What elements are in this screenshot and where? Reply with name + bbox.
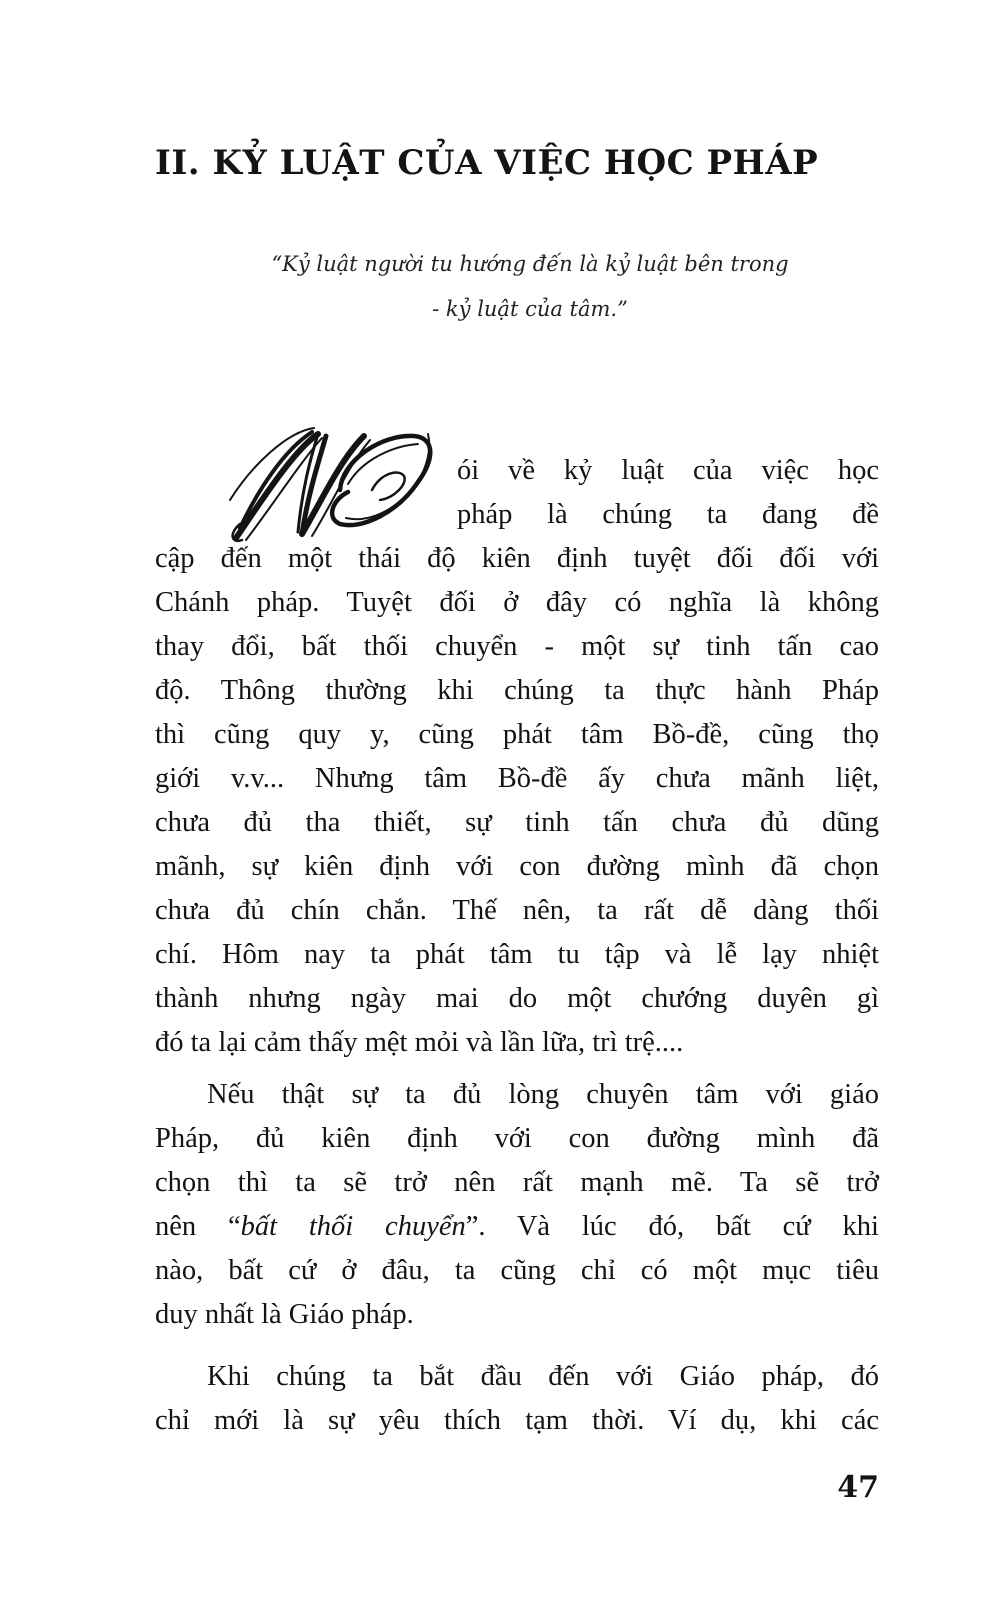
text-line: Pháp, đủ kiên định với con đường mình đã xyxy=(155,1123,879,1154)
epigraph-line-1: “Kỷ luật người tu hướng đến là kỷ luật bên trong xyxy=(271,252,789,276)
text-line: duy nhất là Giáo pháp. xyxy=(155,1299,414,1330)
section-heading: II. KỶ LUẬT CỦA VIỆC HỌC PHÁP xyxy=(155,143,819,183)
ornamental-letter-n-icon xyxy=(222,420,442,550)
text-line: mãnh, sự kiên định với con đường mình đã chọn xyxy=(155,851,879,882)
paragraph-3 xyxy=(155,1355,879,1443)
text-line xyxy=(155,1205,879,1249)
text-line: cập đến một thái độ kiên định tuyệt đối đối với xyxy=(155,543,879,574)
page-number: 47 xyxy=(837,1470,879,1505)
text-line: Khi chúng ta bắt đầu đến với Giáo pháp, đó xyxy=(207,1361,879,1392)
text-line: thành nhưng ngày mai do một chướng duyên gì xyxy=(155,983,879,1014)
text-line: độ. Thông thường khi chúng ta thực hành Pháp xyxy=(155,675,879,706)
text-fragment: nên “ xyxy=(155,1211,241,1242)
text-line: Chánh pháp. Tuyệt đối ở đây có nghĩa là không xyxy=(155,587,879,618)
text-line: chưa đủ chín chắn. Thế nên, ta rất dễ dàng thối xyxy=(155,895,879,926)
epigraph-quote xyxy=(200,242,860,332)
lead-line-1: ói về kỷ luật của việc học xyxy=(457,455,879,486)
emphasis-text: bất thối chuyển xyxy=(240,1211,466,1242)
dropcap-lead-lines xyxy=(457,449,879,537)
epigraph-line-2: - kỷ luật của tâm.” xyxy=(432,297,628,321)
text-line: Nếu thật sự ta đủ lòng chuyên tâm với giáo xyxy=(207,1079,879,1110)
text-line: thì cũng quy y, cũng phát tâm Bồ-đề, cũng thọ xyxy=(155,719,879,750)
text-line: chỉ mới là sự yêu thích tạm thời. Ví dụ, khi các xyxy=(155,1405,879,1436)
text-line: chí. Hôm nay ta phát tâm tu tập và lễ lạy nhiệt xyxy=(155,939,879,970)
text-fragment: ”. Và lúc đó, bất cứ khi xyxy=(465,1211,879,1242)
text-line: nào, bất cứ ở đâu, ta cũng chỉ có một mục tiêu xyxy=(155,1255,879,1286)
paragraph-2 xyxy=(155,1073,879,1337)
text-line: chọn thì ta sẽ trở nên rất mạnh mẽ. Ta sẽ trở xyxy=(155,1167,879,1198)
lead-line-2: pháp là chúng ta đang đề xyxy=(457,499,879,530)
text-line: đó ta lại cảm thấy mệt mỏi và lần lữa, trì trệ.... xyxy=(155,1027,684,1058)
text-line: thay đổi, bất thối chuyển - một sự tinh tấn cao xyxy=(155,631,879,662)
text-line: giới v.v... Nhưng tâm Bồ-đề ấy chưa mãnh liệt, xyxy=(155,763,879,794)
paragraph-1 xyxy=(155,537,879,1065)
text-line: chưa đủ tha thiết, sự tinh tấn chưa đủ dũng xyxy=(155,807,879,838)
